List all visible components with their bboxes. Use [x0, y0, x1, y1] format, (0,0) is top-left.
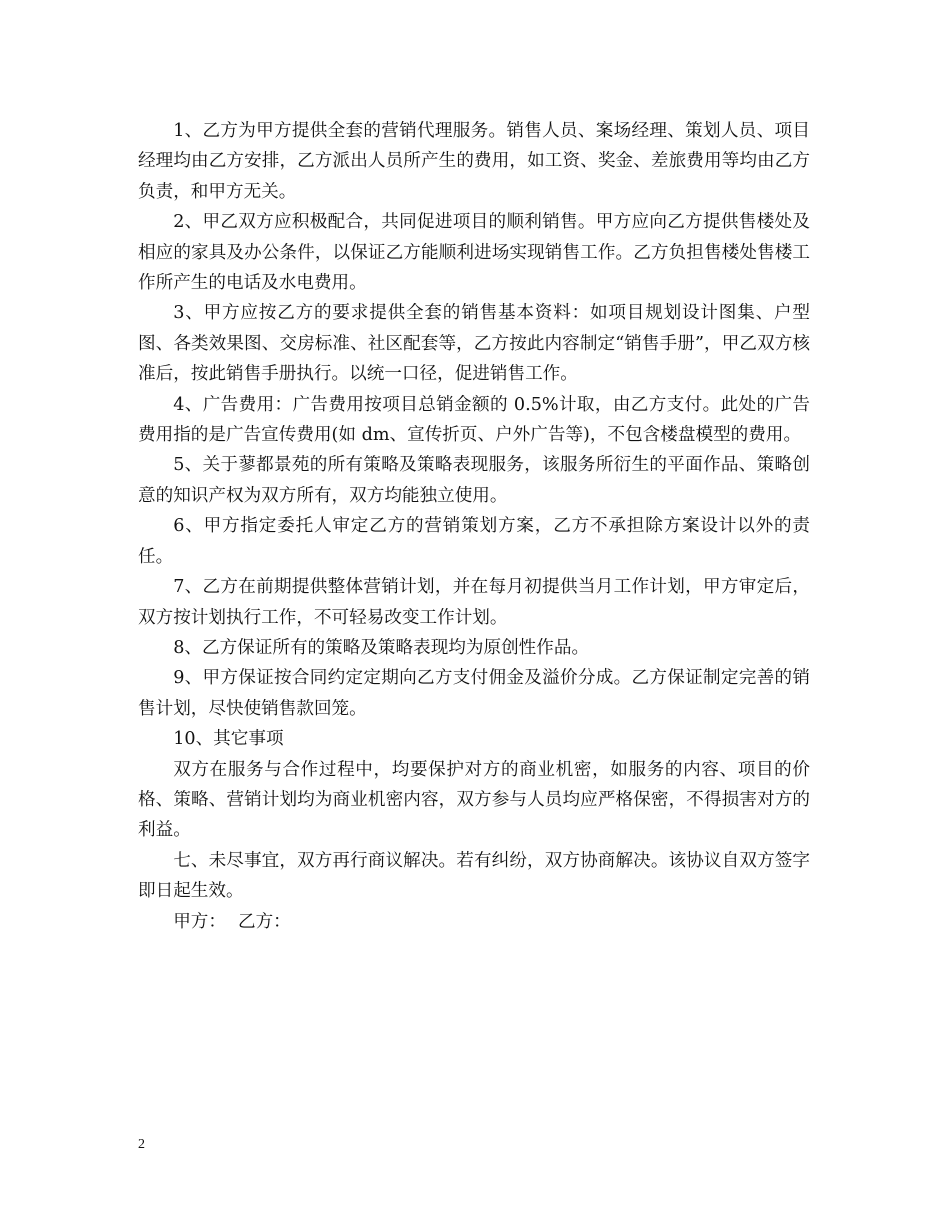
clause-3: 3、甲方应按乙方的要求提供全套的销售基本资料：如项目规划设计图集、户型图、各类效果图、交房标准、社区配套等，乙方按此内容制定“销售手册”，甲乙双方核准后，按此销售手册执行。以统一口径，促进销售工作。 [138, 303, 810, 385]
clause-2: 2、甲乙双方应积极配合，共同促进项目的顺利销售。甲方应向乙方提供售楼处及相应的家具及办公条件，以保证乙方能顺利进场实现销售工作。乙方负担售楼处售楼工作所产生的电话及水电费用。 [138, 212, 810, 294]
party-a-label: 甲方： [173, 911, 226, 932]
clause-seven: 七、未尽事宜，双方再行商议解决。若有纠纷，双方协商解决。该协议自双方签字即日起生效。 [138, 850, 810, 902]
clause-4: 4、广告费用：广告费用按项目总销金额的 0.5%计取，由乙方支付。此处的广告费用指的是广告宣传费用(如 dm、宣传折页、户外广告等)，不包含楼盘模型的费用。 [138, 394, 810, 446]
document-body [138, 116, 810, 937]
clause-10-heading: 10、其它事项 [173, 729, 284, 750]
clause-1: 1、乙方为甲方提供全套的营销代理服务。销售人员、案场经理、策划人员、项目经理均由乙方安排，乙方派出人员所产生的费用，如工资、奖金、差旅费用等均由乙方负责，和甲方无关。 [138, 121, 810, 202]
party-b-label: 乙方： [237, 911, 291, 932]
signature-line [138, 907, 810, 937]
page-number: 2 [138, 1137, 145, 1152]
clause-8: 8、乙方保证所有的策略及策略表现均为原创性作品。 [173, 637, 590, 658]
clause-7: 7、乙方在前期提供整体营销计划，并在每月初提供当月工作计划，甲方审定后，双方按计划执行工作，不可轻易改变工作计划。 [138, 577, 810, 628]
clause-6: 6、甲方指定委托人审定乙方的营销策划方案，乙方不承担除方案设计以外的责任。 [138, 516, 810, 567]
clause-10-body: 双方在服务与合作过程中，均要保护对方的商业机密，如服务的内容、项目的价格、策略、营销计划均为商业机密内容，双方参与人员均应严格保密，不得损害对方的利益。 [138, 759, 810, 841]
clause-9: 9、甲方保证按合同约定定期向乙方支付佣金及溢价分成。乙方保证制定完善的销售计划，尽快使销售款回笼。 [138, 668, 810, 719]
clause-5: 5、关于蓼都景苑的所有策略及策略表现服务，该服务所衍生的平面作品、策略创意的知识产权为双方所有，双方均能独立使用。 [138, 455, 810, 506]
